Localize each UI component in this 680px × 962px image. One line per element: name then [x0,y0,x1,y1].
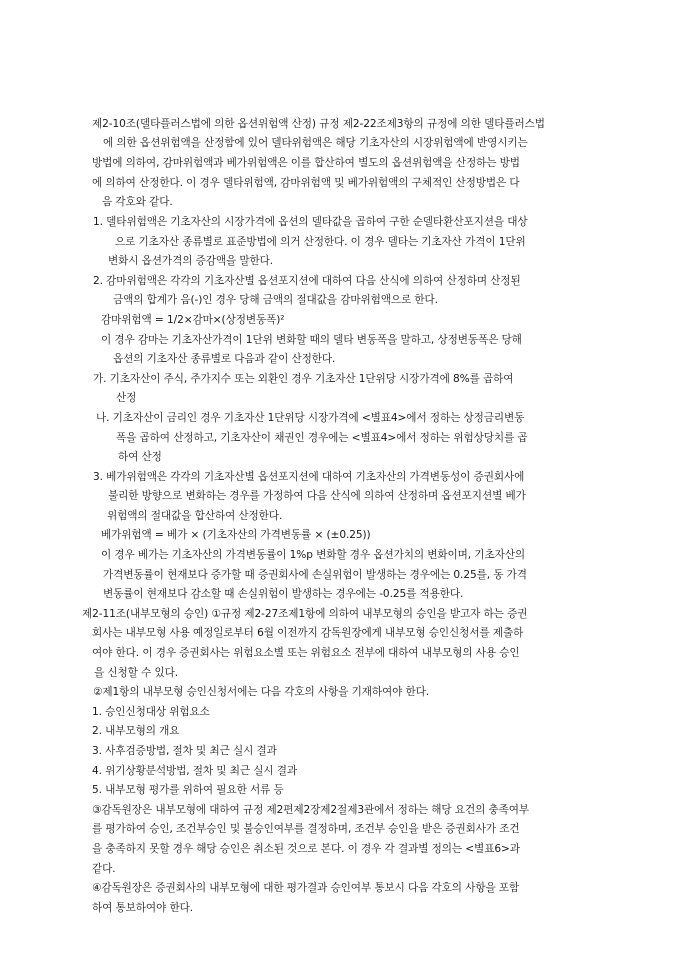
text-line: 변동률이 현재보다 감소할 때 손실위험이 발생하는 경우에는 -0.25를 적용한다. [103,588,464,600]
text-line: 1. 델타위험액은 기초자산의 시장가격에 옵션의 델타값을 곱하여 구한 순델타환산포지션을 대상 [93,216,528,228]
text-line: 가격변동률이 현재보다 증가할 때 증권회사에 손실위험이 발생하는 경우에는 0.25를, 동 가격 [103,569,527,581]
text-line: ②제1항의 내부모형 승인신청서에는 다음 각호의 사항을 기재하여야 한다. [93,686,430,698]
text-line: 옵션의 기초자산 종류별로 다음과 같이 산정한다. [113,353,336,365]
text-line: 가. 기초자산이 주식, 주가지수 또는 외환인 경우 기초자산 1단위당 시장가격에 8%를 곱하여 [93,373,514,385]
formula-line: 베가위험액 = 베가 × (기초자산의 가격변동률 × (±0.25)) [101,529,371,541]
text-line: 산정 [116,392,137,404]
list-item: 4. 위기상황분석방법, 절차 및 최근 실시 결과 [92,765,298,777]
text-line: 2. 감마위험액은 각각의 기초자산별 옵션포지션에 대하여 다음 산식에 의하여 산정하며 산정된 [93,275,521,287]
list-item: 2. 내부모형의 개요 [92,725,180,737]
list-item: 5. 내부모형 평가를 위하여 필요한 서류 등 [92,784,284,796]
text-line: 을 신청할 수 있다. [94,667,179,679]
text-line: 이 경우 감마는 기초자산가격이 1단위 변화할 때의 델타 변동폭을 말하고, 상정변동폭은 당해 [101,334,522,346]
text-line: 제2-11조(내부모형의 승인) ①규정 제2-27조제1항에 의하여 내부모형의 승인을 받고자 하는 증권 [82,608,528,620]
list-item: 1. 승인신청대상 위험요소 [92,706,210,718]
text-line: 변화시 옵션가격의 증감액을 말한다. [108,255,274,267]
text-line: 금액의 합계가 음(-)인 경우 당해 금액의 절대값을 감마위험액으로 한다. [113,294,438,306]
text-line: 으로 기초자산 종류별로 표준방법에 의거 산정한다. 이 경우 델타는 기초자산 가격이 1단위 [115,236,526,248]
text-line: 을 충족하지 못할 경우 해당 승인은 취소된 것으로 본다. 이 경우 각 결과별 정의는 <별표6>과 [92,843,520,855]
text-line: 나. 기초자산이 금리인 경우 기초자산 1단위당 시장가격에 <별표4>에서 정하는 상정금리변동 [96,412,525,424]
text-line: 회사는 내부모형 사용 예정일로부터 6월 이전까지 감독원장에게 내부모형 승인신청서를 제출하 [92,627,524,639]
text-line: 제2-10조(델타플러스법에 의한 옵션위험액 산정) 규정 제2-22조제3항의 규정에 의한 델타플러스법 [92,118,545,130]
text-line: 를 평가하여 승인, 조건부승인 및 불승인여부를 결정하며, 조건부 승인을 받은 증권회사가 조건 [92,823,520,835]
formula-line: 감마위험액 = 1/2×감마×(상정변동폭)² [101,314,285,326]
text-line: 불리한 방향으로 변화하는 경우를 가정하여 다음 산식에 의하여 산정하며 옵션포지션별 베가 [108,490,526,502]
text-line: 이 경우 베가는 기초자산의 가격변동률이 1%p 변화할 경우 옵션가치의 변화이며, 기초자산의 [101,549,525,561]
text-line: 3. 베가위험액은 각각의 기초자산별 옵션포지션에 대하여 기초자산의 가격변동성이 증권회사에 [93,471,525,483]
text-line: 하여 산정 [118,451,162,463]
text-line: 폭을 곱하여 산정하고, 기초자산이 채권인 경우에는 <별표4>에서 정하는 위험상당치를 곱 [116,432,528,444]
text-line: 여야 한다. 이 경우 증권회사는 위험요소별 또는 위험요소 전부에 대하여 내부모형의 사용 승인 [92,647,520,659]
text-line: 위험액의 절대값을 합산하여 산정한다. [107,510,283,522]
text-line: 방법에 의하여, 감마위험액과 베가위험액은 이를 합산하여 별도의 옵션위험액을 산정하는 방법 [92,157,520,169]
text-line: 같다. [92,863,116,875]
text-line: ④감독원장은 증권회사의 내부모형에 대한 평가결과 승인여부 통보시 다음 각호의 사항을 포함 [92,882,520,894]
list-item: 3. 사후검증방법, 절차 및 최근 실시 결과 [92,745,277,757]
text-line: 에 의하여 산정한다. 이 경우 델타위험액, 감마위험액 및 베가위험액의 구체적인 산정방법은 다 [92,177,520,189]
text-line: 하여 통보하여야 한다. [92,902,194,914]
text-line: 음 각호와 같다. [102,196,173,208]
text-line: 에 의한 옵션위험액을 산정함에 있어 델타위험액은 해당 기초자산의 시장위험액에 반영시키는 [103,137,528,149]
text-line: ③감독원장은 내부모형에 대하여 규정 제2편제2장제2절제3관에서 정하는 해당 요건의 충족여부 [92,804,530,816]
